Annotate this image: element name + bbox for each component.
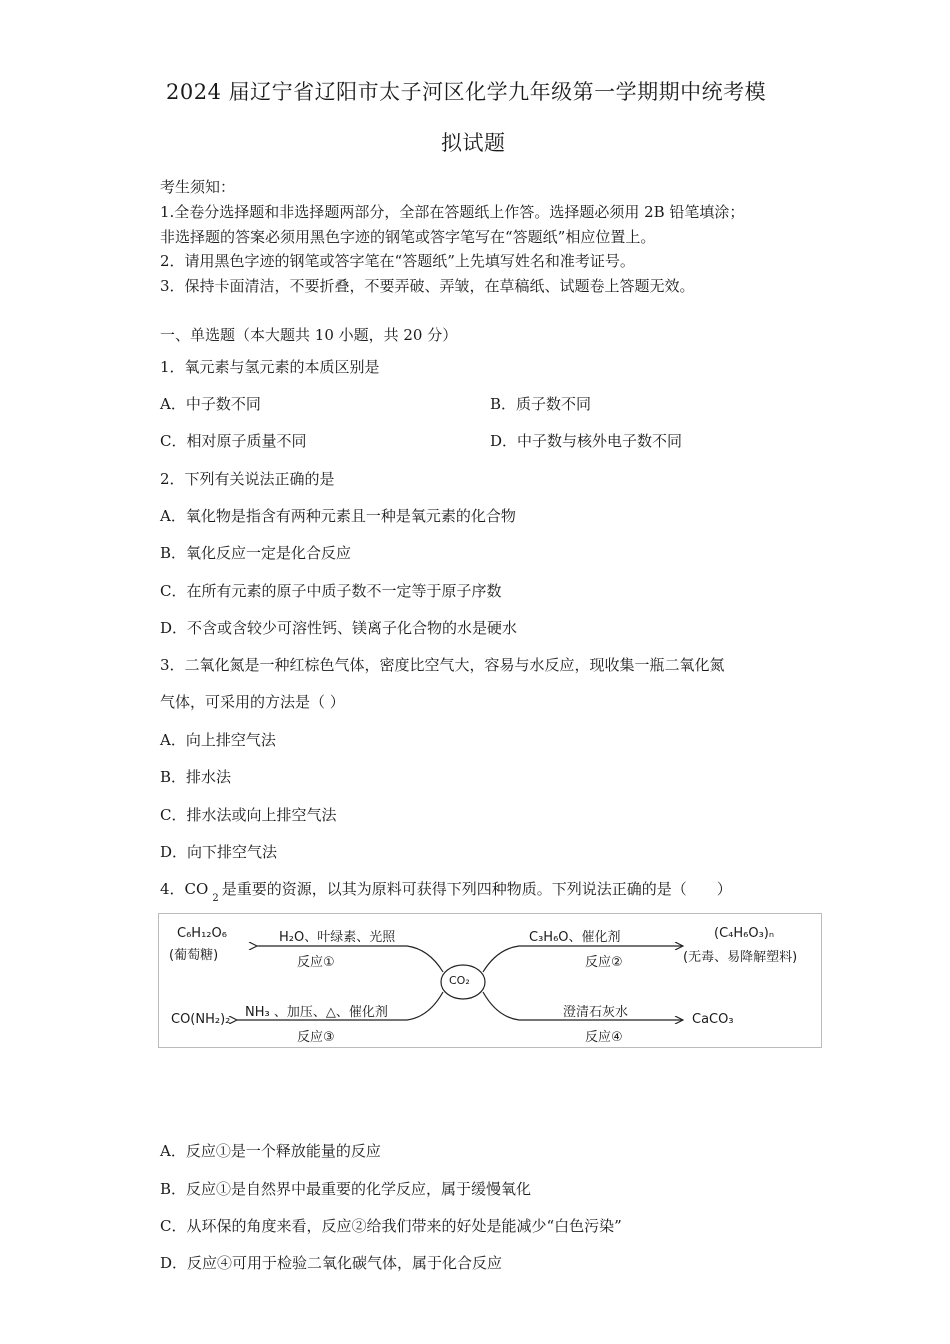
reaction-4-label: 反应④ [585,1030,623,1045]
co2-center-label: CO₂ [449,974,470,987]
page-title-line2: 拟试题 [441,131,506,155]
q4-option-a[interactable]: A．反应①是一个释放能量的反应 [160,1142,381,1160]
q4-stem-suffix: 是重要的资源，以其为原料可获得下列四种物质。下列说法正确的是（ ） [221,880,732,898]
urea-formula: CO(NH₂)₂ [171,1012,231,1027]
reaction-3-label: 反应③ [297,1030,335,1045]
notice-item-2: 2．请用黑色字迹的钢笔或答字笔在“答题纸”上先填写姓名和准考证号。 [160,252,635,270]
q2-stem: 2．下列有关说法正确的是 [160,470,335,488]
reaction-4-condition: 澄清石灰水 [563,1005,629,1020]
notice-item-1-cont: 非选择题的答案必须用黑色字迹的钢笔或答字笔写在“答题纸”相应位置上。 [160,228,656,246]
q1-option-a[interactable]: A．中子数不同 [160,395,261,413]
q2-option-d[interactable]: D．不含或含较少可溶性钙、镁离子化合物的水是硬水 [160,619,518,637]
q4-stem-prefix: 4．CO [160,880,209,898]
q2-option-b[interactable]: B．氧化反应一定是化合反应 [160,544,352,562]
reaction-2-arrow [483,946,683,972]
reaction-1-condition: H₂O、叶绿素、光照 [279,930,396,945]
q3-stem-line2: 气体，可采用的方法是（ ） [160,693,345,711]
q4-stem-subscript: 2 [212,893,219,904]
q4-stem [160,878,732,904]
q1-option-c[interactable]: C．相对原子质量不同 [160,432,307,450]
q1-option-d[interactable]: D．中子数与核外电子数不同 [490,432,683,450]
notice-heading: 考生须知： [160,178,236,196]
glucose-formula: C₆H₁₂O₆ [177,926,227,941]
plastic-name: (无毒、易降解塑料) [683,950,798,965]
q2-option-c[interactable]: C．在所有元素的原子中质子数不一定等于原子序数 [160,582,502,600]
q1-option-b[interactable]: B．质子数不同 [490,395,592,413]
section-heading: 一、单选题（本大题共 10 小题，共 20 分） [160,326,458,344]
notice-item-1: 1.全卷分选择题和非选择题两部分，全部在答题纸上作答。选择题必须用 2B 铅笔填涂； [160,203,745,221]
q3-option-b[interactable]: B．排水法 [160,768,232,786]
q4-option-b[interactable]: B．反应①是自然界中最重要的化学反应，属于缓慢氧化 [160,1180,532,1198]
notice-item-3: 3．保持卡面清洁，不要折叠，不要弄破、弄皱，在草稿纸、试题卷上答题无效。 [160,277,695,295]
q3-option-d[interactable]: D．向下排空气法 [160,843,278,861]
reaction-1-label: 反应① [297,955,335,970]
reaction-2-condition: C₃H₆O、催化剂 [529,930,621,945]
q4-option-d[interactable]: D．反应④可用于检验二氧化碳气体，属于化合反应 [160,1254,503,1272]
page-title-line1: 2024 届辽宁省辽阳市太子河区化学九年级第一学期期中统考模 [166,80,767,104]
q3-stem-line1: 3．二氧化氮是一种红棕色气体，密度比空气大，容易与水反应，现收集一瓶二氧化氮 [160,656,725,674]
q3-option-c[interactable]: C．排水法或向上排空气法 [160,806,337,824]
glucose-name: (葡萄糖) [169,948,219,963]
q4-option-c[interactable]: C．从环保的角度来看，反应②给我们带来的好处是能减少“白色污染” [160,1217,622,1235]
caco3-formula: CaCO₃ [692,1012,734,1027]
q3-option-a[interactable]: A．向上排空气法 [160,731,276,749]
co2-reaction-diagram [158,913,822,1048]
reaction-3-condition: NH₃ 、加压、△、催化剂 [245,1005,388,1020]
reaction-1-arrow [257,946,443,972]
reaction-2-label: 反应② [585,955,623,970]
plastic-formula: (C₄H₆O₃)ₙ [714,926,775,941]
q1-stem: 1．氧元素与氢元素的本质区别是 [160,358,380,376]
q2-option-a[interactable]: A．氧化物是指含有两种元素且一种是氧元素的化合物 [160,507,516,525]
